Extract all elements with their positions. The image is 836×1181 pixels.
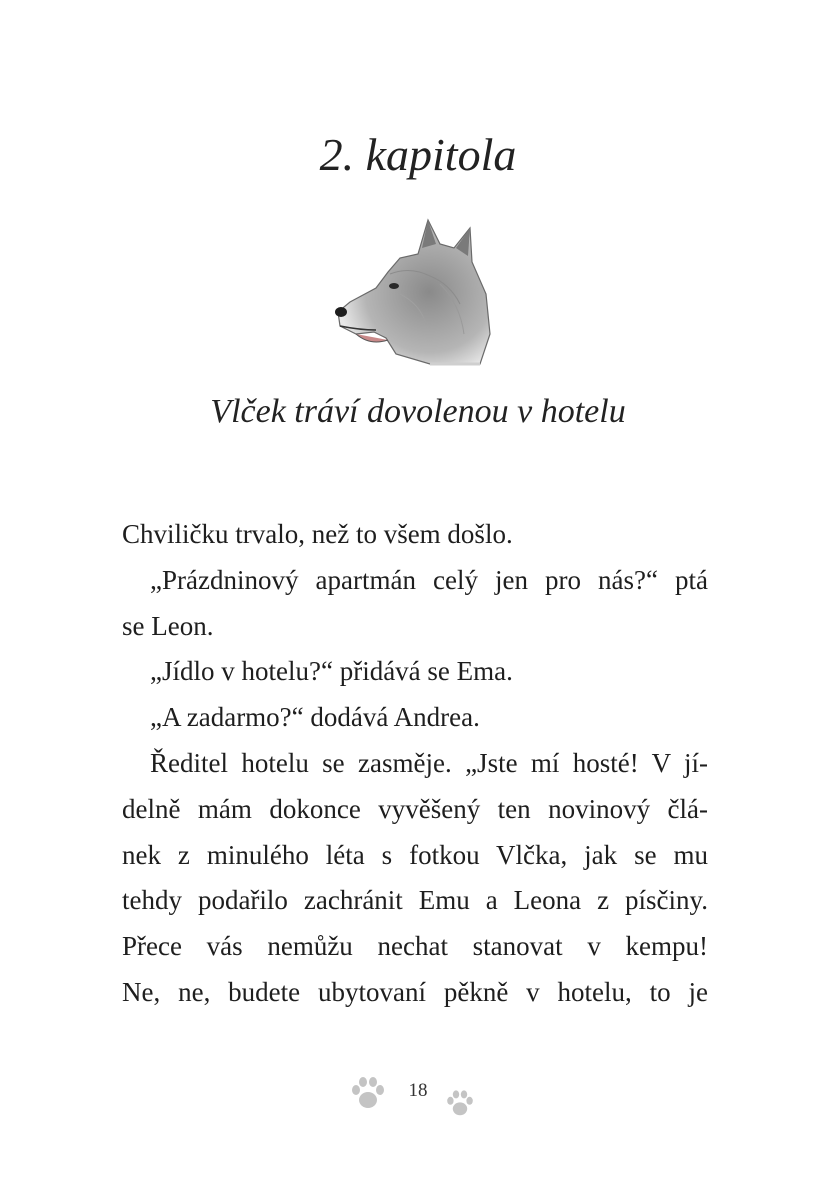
- text-line: nek z minulého léta s fotkou Vlčka, jak se mu: [122, 839, 708, 870]
- text-line: „Prázdninový apartmán celý jen pro nás?“ ptá: [150, 564, 708, 595]
- chapter-subtitle: Vlček tráví dovolenou v hotelu: [210, 393, 626, 430]
- text-line: Ředitel hotelu se zasměje. „Jste mí hosté! V jí-: [150, 747, 708, 778]
- chapter-title: 2. kapitola: [319, 129, 517, 180]
- page-number: 18: [408, 1080, 428, 1101]
- text-line: Chviličku trvalo, než to všem došlo.: [122, 519, 513, 549]
- text-line: tehdy podařilo zachránit Emu a Leona z písčiny.: [122, 885, 708, 916]
- body-text: [122, 512, 708, 1016]
- paw-print-icon: [444, 1088, 476, 1120]
- paw-print-icon: [348, 1074, 388, 1114]
- wolf-head-icon: [330, 214, 500, 366]
- text-line: „A zadarmo?“ dodává Andrea.: [150, 702, 480, 733]
- text-line: Přece vás nemůžu nechat stanovat v kempu!: [122, 931, 708, 962]
- page-footer: [0, 1070, 836, 1120]
- text-line: „Jídlo v hotelu?“ přidává se Ema.: [150, 656, 513, 687]
- text-line: delně mám dokonce vyvěšený ten novinový člá-: [122, 793, 708, 824]
- text-line: se Leon.: [122, 610, 214, 641]
- text-line: Ne, ne, budete ubytovaní pěkně v hotelu, to je: [122, 976, 708, 1007]
